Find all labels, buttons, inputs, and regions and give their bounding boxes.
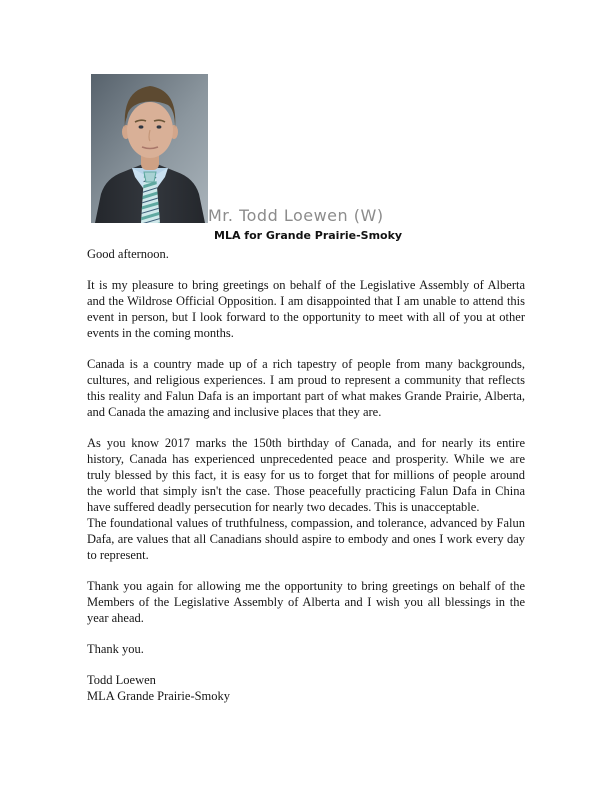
member-name: Mr. Todd Loewen (W) bbox=[208, 206, 384, 225]
portrait-photo bbox=[91, 74, 208, 223]
member-title: MLA for Grande Prairie-Smoky bbox=[214, 229, 403, 242]
signature-block bbox=[87, 672, 525, 704]
salutation: Good afternoon. bbox=[87, 247, 169, 261]
paragraph: It is my pleasure to bring greetings on behalf of the Legislative Assembly of Alberta and the Wildrose Official Opposition. I am disappointed that I am unable to attend this event in person, but I look forward to the opportunity to meet with all of you at other events in the coming months. bbox=[87, 278, 525, 340]
signature-title: MLA Grande Prairie-Smoky bbox=[87, 689, 231, 703]
closing: Thank you. bbox=[87, 642, 144, 656]
signature-name: Todd Loewen bbox=[87, 673, 156, 687]
letter-body bbox=[87, 246, 525, 704]
paragraph: Thank you again for allowing me the opportunity to bring greetings on behalf of the Members of the Legislative Assembly of Alberta and I wish you all blessings in the year ahead. bbox=[87, 579, 525, 625]
paragraph: As you know 2017 marks the 150th birthday of Canada, and for nearly its entire history, Canada has experienced unprecedented peace and prosperity. While we are truly blessed by this fact, it is easy for us to forget that for millions of people around the world that simply isn't the case. Those peacefully practicing Falun Dafa in China have suffered deadly persecution for nearly two decades. This is unacceptable. bbox=[87, 436, 525, 514]
paragraph: Canada is a country made up of a rich tapestry of people from many backgrounds, cultures, and religious experiences. I am proud to represent a community that reflects this reality and Falun Dafa is an important part of what makes Grande Prairie, Alberta, and Canada the amazing and inclusive places that they are. bbox=[87, 357, 525, 419]
paragraph: The foundational values of truthfulness, compassion, and tolerance, advanced by Falun Dafa, are values that all Canadians should aspire to embody and ones I work every day to represent. bbox=[87, 516, 525, 562]
